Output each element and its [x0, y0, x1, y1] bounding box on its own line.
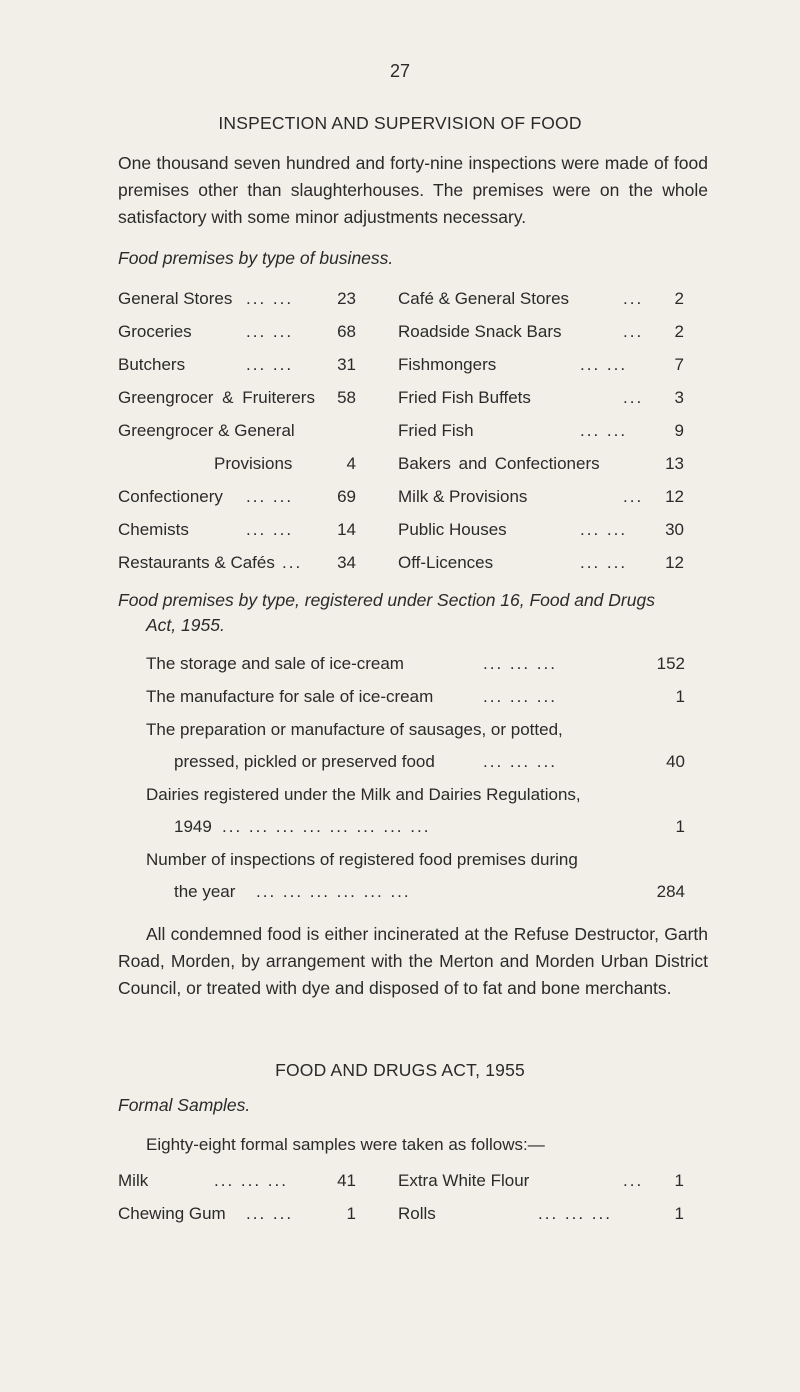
list-item-value: 2 [674, 322, 684, 341]
leader-dots: ... ... [246, 487, 294, 506]
list-item-value: 13 [665, 454, 684, 473]
list-item-label: Off-Licences [398, 553, 494, 572]
leader-dots: ... ... ... ... ... ... [256, 882, 411, 901]
list-item-label: Roadside Snack Bars [398, 322, 562, 341]
list-item-label: Milk & Provisions [398, 487, 528, 506]
list-item-value: 1 [674, 1171, 684, 1190]
list-item-label: Fried Fish [398, 421, 474, 440]
list-item-label: Rolls [398, 1204, 436, 1223]
list-item-label: Groceries [118, 322, 192, 341]
list-item-value: 1 [674, 1204, 684, 1223]
list-item-label: Greengrocer & General [118, 421, 295, 440]
leader-dots: ... ... ... [483, 687, 557, 706]
list-item-label: General Stores [118, 289, 233, 308]
leader-dots: ... [623, 487, 644, 506]
page-number: 27 [389, 61, 411, 81]
list-item-label: Chewing Gum [118, 1204, 226, 1223]
list-item-label: Chemists [118, 520, 189, 539]
list-item-label: Bakers and Confectioners [398, 454, 600, 473]
leader-dots: ... [623, 388, 644, 407]
list-item-label: Café & General Stores [398, 289, 570, 308]
list-item-value: 12 [665, 553, 684, 572]
list-item-value: 1 [675, 817, 685, 836]
leader-dots: ... ... [246, 289, 294, 308]
leader-dots: ... ... ... [214, 1171, 288, 1190]
list-item-label: Milk [118, 1171, 149, 1190]
list-item-value: 1 [346, 1204, 356, 1223]
business-type-heading: Food premises by type of business. [118, 248, 394, 268]
list-item-value: 284 [656, 882, 685, 901]
list-item-value: 152 [656, 654, 685, 673]
list-item-label: The preparation or manufacture of sausages, or potted, [146, 720, 563, 739]
leader-dots: ... [623, 289, 644, 308]
formal-samples-heading: Formal Samples. [118, 1095, 251, 1115]
leader-dots: ... [623, 322, 644, 341]
list-item-value: 68 [337, 322, 356, 341]
list-item-label: Restaurants & Cafés [118, 553, 275, 572]
list-item-value: 1 [675, 687, 685, 706]
leader-dots: ... ... ... ... ... ... ... ... [222, 817, 431, 836]
formal-samples-intro: Eighty-eight formal samples were taken as follows:— [146, 1135, 545, 1154]
leader-dots: ... ... [580, 421, 628, 440]
section-heading-inspection: INSPECTION AND SUPERVISION OF FOOD [218, 113, 582, 133]
list-item-label: Number of inspections of registered food premises during [146, 850, 578, 869]
list-item-label: Public Houses [398, 520, 507, 539]
condemned-food-paragraph: All condemned food is either incinerated at the Refuse Destructor, Garth Road, Morden, by arrangement with the Merton and Morden Urban District Council, or treated with dye and disposed of to fat and bone merchants. [118, 924, 708, 998]
list-item-label: Butchers [118, 355, 186, 374]
list-item-label: Fishmongers [398, 355, 497, 374]
leader-dots: ... ... ... [538, 1204, 612, 1223]
leader-dots: ... ... [246, 1204, 294, 1223]
list-item-value: 41 [337, 1171, 356, 1190]
list-item-value: 31 [337, 355, 356, 374]
leader-dots: ... [282, 553, 303, 572]
list-item-value: 69 [337, 487, 356, 506]
leader-dots: ... ... [246, 322, 294, 341]
list-item-value: 4 [346, 454, 356, 473]
list-item-label-cont: 1949 [174, 817, 212, 836]
list-item-value: 40 [666, 752, 685, 771]
intro-paragraph: One thousand seven hundred and forty-nine inspections were made of food premises other than slaughterhouses. The premises were on the whole satisfactory with some minor adjustments necessary. [118, 153, 708, 227]
list-item-label-cont: the year [174, 882, 236, 901]
leader-dots: ... ... [580, 553, 628, 572]
list-item-label: Confectionery [118, 487, 223, 506]
list-item-value: 3 [674, 388, 684, 407]
list-item-label-cont: pressed, pickled or preserved food [174, 752, 435, 771]
list-item-value: 7 [674, 355, 684, 374]
list-item-value: 2 [674, 289, 684, 308]
list-item-label: Greengrocer & Fruiterers [118, 388, 315, 407]
list-item-value: 34 [337, 553, 356, 572]
list-item-value: 9 [674, 421, 684, 440]
leader-dots: ... ... ... [483, 654, 557, 673]
list-item-label: The storage and sale of ice-cream [146, 654, 404, 673]
leader-dots: ... ... [246, 355, 294, 374]
registered-heading-line1: Food premises by type, registered under Section 16, Food and Drugs [118, 590, 655, 610]
list-item-value: 14 [337, 520, 356, 539]
list-item-label: Fried Fish Buffets [398, 388, 531, 407]
leader-dots: ... ... [580, 355, 628, 374]
registered-heading-line2: Act, 1955. [146, 615, 225, 635]
list-item-value: 58 [337, 388, 356, 407]
list-item-value: 23 [337, 289, 356, 308]
list-item-value: 30 [665, 520, 684, 539]
leader-dots: ... ... [246, 520, 294, 539]
list-item-value: 12 [665, 487, 684, 506]
section-heading-food-drugs-act: FOOD AND DRUGS ACT, 1955 [275, 1060, 525, 1080]
leader-dots: ... [623, 1171, 644, 1190]
leader-dots: ... ... [580, 520, 628, 539]
list-item-label: Provisions [214, 454, 293, 473]
list-item-label: Dairies registered under the Milk and Dairies Regulations, [146, 785, 581, 804]
list-item-label: Extra White Flour [398, 1171, 530, 1190]
list-item-label: The manufacture for sale of ice-cream [146, 687, 434, 706]
leader-dots: ... ... ... [483, 752, 557, 771]
